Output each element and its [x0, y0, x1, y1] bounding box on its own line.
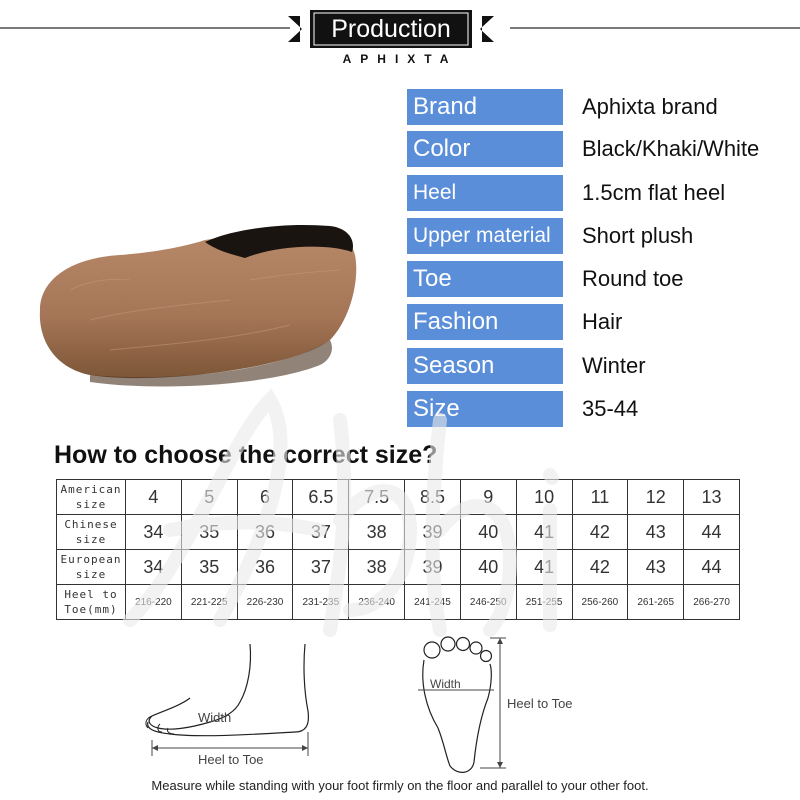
row-header-line: size [75, 568, 107, 581]
size-cell: 44 [684, 550, 740, 585]
foot-side-diagram [140, 636, 320, 776]
row-header [57, 585, 126, 620]
european-size-row [57, 550, 740, 585]
row-header-line: Heel to [64, 588, 118, 601]
size-cell: 5 [181, 480, 237, 515]
size-cell: 39 [405, 550, 461, 585]
spec-value-toe: Round toe [582, 266, 684, 291]
size-cell: 43 [628, 515, 684, 550]
measurement-caption: Measure while standing with your foot firmly on the floor and parallel to your other foot. [151, 778, 649, 793]
size-cell: 9 [460, 480, 516, 515]
foot-top-diagram [410, 628, 610, 778]
size-cell: 41 [516, 515, 572, 550]
size-cell: 40 [460, 515, 516, 550]
header-rule-left [0, 27, 290, 29]
spec-value-size: 35-44 [582, 396, 639, 421]
spec-value-upper-material: Short plush [582, 223, 694, 248]
size-cell: 246-250 [460, 585, 516, 620]
size-cell: 236-240 [349, 585, 405, 620]
spec-value-color: Black/Khaki/White [582, 136, 760, 161]
spec-label-fashion: Fashion [407, 304, 563, 340]
side-length-label: Heel to Toe [198, 752, 264, 767]
size-cell: 13 [684, 480, 740, 515]
size-cell: 241-245 [405, 585, 461, 620]
size-cell: 10 [516, 480, 572, 515]
row-header-line: American [60, 483, 122, 496]
size-cell: 4 [126, 480, 182, 515]
shoe-image [30, 200, 370, 400]
size-cell: 226-230 [237, 585, 293, 620]
spec-label-brand: Brand [407, 89, 563, 125]
spec-label-color: Color [407, 131, 563, 167]
size-cell: 42 [572, 515, 628, 550]
row-header-line: size [75, 498, 107, 511]
spec-label-upper-material: Upper material [407, 218, 563, 254]
row-header-line: European [60, 553, 122, 566]
spec-value-heel: 1.5cm flat heel [582, 180, 726, 205]
chinese-size-row [57, 515, 740, 550]
spec-label-season: Season [407, 348, 563, 384]
top-length-label: Heel to Toe [507, 696, 573, 711]
size-cell: 231-235 [293, 585, 349, 620]
spec-value-fashion: Hair [582, 309, 623, 334]
size-cell: 36 [237, 550, 293, 585]
size-cell: 6.5 [293, 480, 349, 515]
size-cell: 41 [516, 550, 572, 585]
size-cell: 42 [572, 550, 628, 585]
size-cell: 12 [628, 480, 684, 515]
side-width-label: Width [198, 710, 232, 725]
size-cell: 34 [126, 515, 182, 550]
size-cell: 44 [684, 515, 740, 550]
size-cell: 38 [349, 515, 405, 550]
size-cell: 11 [572, 480, 628, 515]
size-cell: 221-225 [181, 585, 237, 620]
header-rule-right [510, 27, 800, 29]
size-cell: 251-255 [516, 585, 572, 620]
spec-label-heel: Heel [407, 175, 563, 211]
header-title: Production [331, 15, 451, 43]
size-cell: 34 [126, 550, 182, 585]
heel-to-toe-row [57, 585, 740, 620]
size-cell: 35 [181, 550, 237, 585]
size-table [56, 479, 740, 620]
size-cell: 39 [405, 515, 461, 550]
row-header-line: Toe(mm) [64, 603, 118, 616]
size-cell: 7.5 [349, 480, 405, 515]
size-cell: 261-265 [628, 585, 684, 620]
size-cell: 35 [181, 515, 237, 550]
size-cell: 37 [293, 515, 349, 550]
size-cell: 38 [349, 550, 405, 585]
row-header [57, 550, 126, 585]
size-cell: 8.5 [405, 480, 461, 515]
size-cell: 216-220 [126, 585, 182, 620]
american-size-row [57, 480, 740, 515]
size-cell: 40 [460, 550, 516, 585]
top-width-label: Width [430, 677, 461, 691]
size-cell: 37 [293, 550, 349, 585]
size-cell: 43 [628, 550, 684, 585]
row-header-line: Chinese [64, 518, 118, 531]
size-cell: 36 [237, 515, 293, 550]
size-guide-title: How to choose the correct size? [54, 441, 438, 469]
header-subtitle: APHIXTA [342, 52, 458, 66]
spec-value-season: Winter [582, 353, 646, 378]
row-header-line: size [75, 533, 107, 546]
size-cell: 256-260 [572, 585, 628, 620]
spec-value-brand: Aphixta brand [582, 94, 718, 119]
size-cell: 266-270 [684, 585, 740, 620]
size-cell: 6 [237, 480, 293, 515]
row-header [57, 480, 126, 515]
spec-label-size: Size [407, 391, 563, 427]
header-badge [288, 10, 494, 48]
row-header [57, 515, 126, 550]
spec-label-toe: Toe [407, 261, 563, 297]
